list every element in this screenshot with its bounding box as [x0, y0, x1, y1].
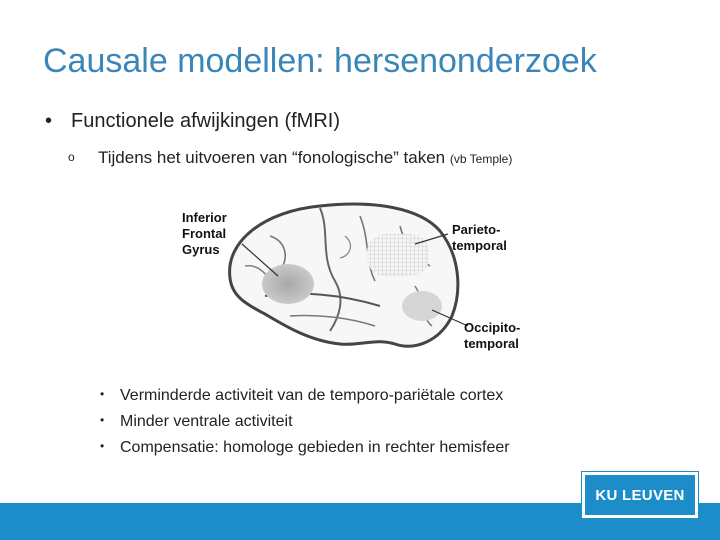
main-bullet	[45, 110, 340, 133]
sub-bullet-note: (vb Temple)	[449, 152, 513, 166]
parieto-temporal-region	[367, 234, 429, 276]
findings-list	[100, 382, 510, 460]
bullet-dot-icon: •	[100, 413, 105, 427]
sub-bullet-text: Tijdens het uitvoeren van “fonologische” taken	[98, 148, 450, 167]
main-bullet-text: Functionele afwijkingen (fMRI)	[71, 110, 340, 132]
finding-text: Verminderde activiteit van de temporo-pariëtale cortex	[120, 387, 504, 404]
finding-text: Compensatie: homologe gebieden in rechter hemisfeer	[120, 439, 510, 456]
label-occipito-temporal: Occipito- temporal	[464, 320, 521, 351]
list-item	[100, 434, 510, 460]
finding-text: Minder ventrale activiteit	[120, 413, 293, 430]
bullet-dot-icon: •	[100, 387, 105, 401]
list-item	[100, 382, 510, 408]
sub-bullet	[68, 148, 512, 168]
label-parieto-temporal: Parieto- temporal	[452, 222, 507, 253]
list-item	[100, 408, 510, 434]
brain-figure	[170, 186, 550, 366]
bullet-circle-icon: o	[68, 150, 75, 164]
inferior-frontal-region	[262, 264, 314, 304]
label-inferior-frontal-gyrus: Inferior Frontal Gyrus	[182, 210, 227, 257]
bullet-dot-icon: •	[100, 439, 105, 453]
brain-outline	[230, 204, 458, 346]
slide-title: Causale modellen: hersenonderzoek	[43, 42, 597, 80]
bullet-dot-icon: •	[45, 110, 53, 132]
occipito-temporal-region	[402, 291, 442, 321]
ku-leuven-logo: KU LEUVEN	[582, 472, 698, 518]
